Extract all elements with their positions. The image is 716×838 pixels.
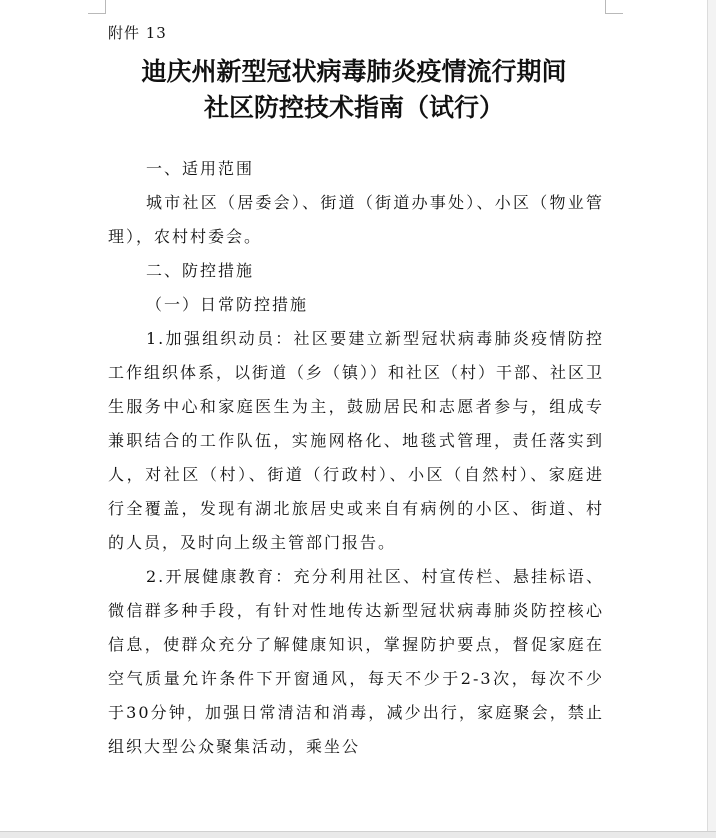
document-title-line-2: 社区防控技术指南（试行） bbox=[203, 93, 504, 122]
document-title-line-1: 迪庆州新型冠状病毒肺炎疫情流行期间 bbox=[141, 57, 567, 86]
document-body bbox=[108, 152, 604, 764]
paragraph-health-education: 2.开展健康教育：充分利用社区、村宣传栏、悬挂标语、微信群多种手段，有针对性地传达新型冠状病毒肺炎防控核心信息，使群众充分了解健康知识，掌握防护要点，督促家庭在空气质量允许条件下开窗通风，每天不少于2-3次，每次不少于30分钟，加强日常清洁和消毒，减少出行，家庭聚会，禁止组织大型公众聚集活动，乘坐公 bbox=[108, 567, 604, 756]
margin-mark-top-left bbox=[105, 0, 106, 14]
margin-mark-top-right bbox=[605, 13, 623, 14]
horizontal-scrollbar[interactable] bbox=[0, 831, 716, 838]
section-heading-measures: 二、防控措施 bbox=[146, 261, 255, 280]
subsection-heading-daily: （一）日常防控措施 bbox=[146, 295, 309, 314]
paragraph-scope: 城市社区（居委会）、街道（街道办事处）、小区（物业管理），农村村委会。 bbox=[108, 193, 604, 246]
paragraph-organize: 1.加强组织动员：社区要建立新型冠状病毒肺炎疫情防控工作组织体系，以街道（乡（镇））和社区（村）干部、社区卫生服务中心和家庭医生为主，鼓励居民和志愿者参与，组成专兼职结合的工作队伍，实施网格化、地毯式管理，责任落实到人，对社区（村）、街道（行政村）、小区（自然村）、家庭进行全覆盖，发现有湖北旅居史或来自有病例的小区、街道、村的人员，及时向上级主管部门报告。 bbox=[108, 329, 605, 552]
margin-mark-top-right bbox=[605, 0, 606, 14]
attachment-label: 附件 13 bbox=[108, 24, 167, 42]
margin-mark-top-left bbox=[88, 13, 106, 14]
vertical-scrollbar[interactable] bbox=[707, 0, 716, 838]
section-heading-scope: 一、适用范围 bbox=[146, 159, 255, 178]
